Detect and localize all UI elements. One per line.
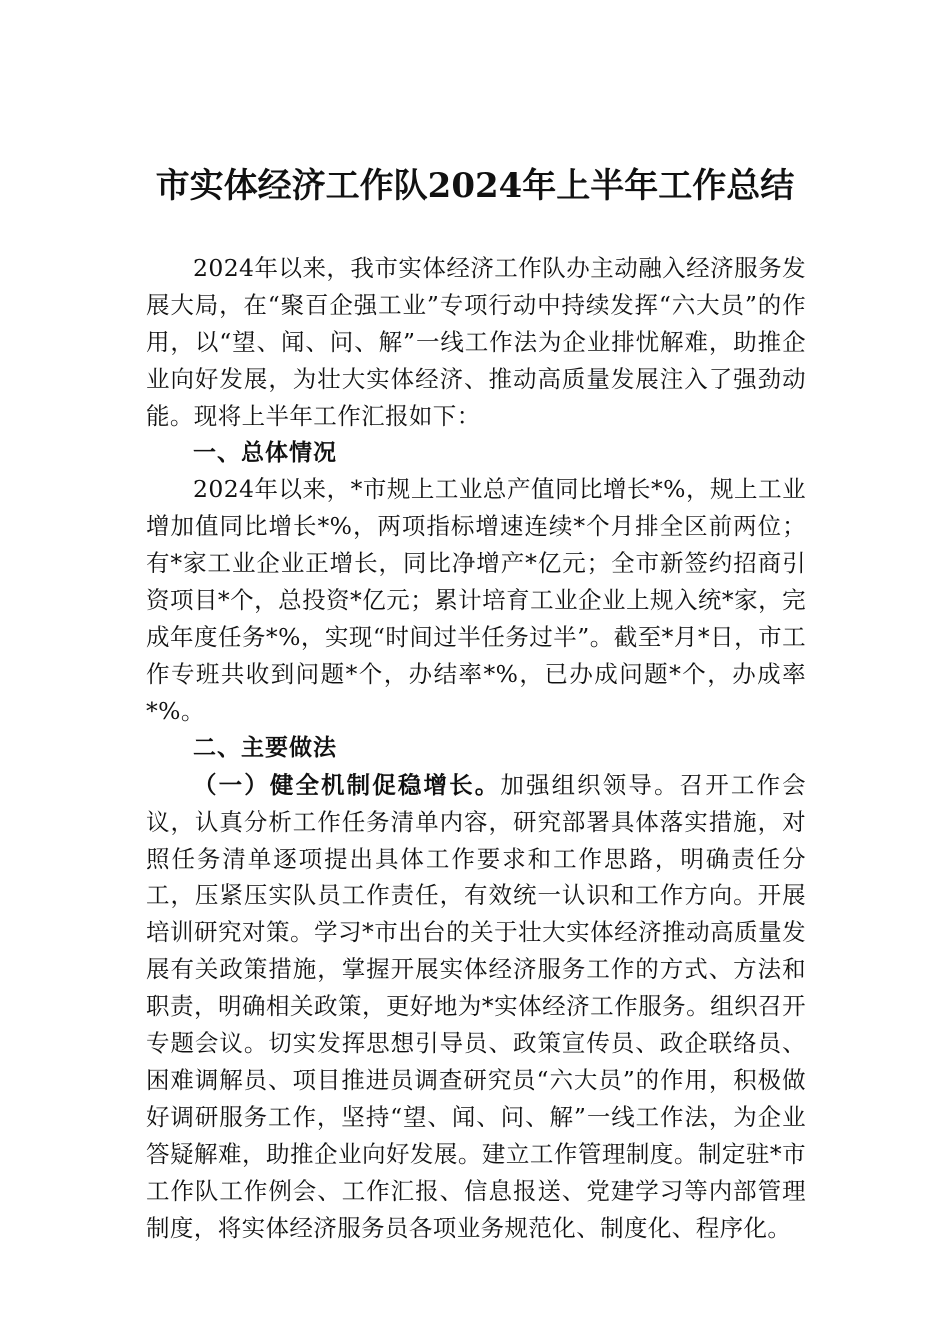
practices-paragraph bbox=[146, 767, 806, 1247]
subsection-text: 加强组织领导。召开工作会议，认真分析工作任务清单内容，研究部署具体落实措施，对照任务清单逐项提出具体工作要求和工作思路，明确责任分工，压紧压实队员工作责任，有效统一认识和工作方向。开展培训研究对策。学习*市出台的关于壮大实体经济推动高质量发展有关政策措施，掌握开展实体经济服务工作的方式、方法和职责，明确相关政策，更好地为*实体经济工作服务。组织召开专题会议。切实发挥思想引导员、政策宣传员、政企联络员、困难调解员、项目推进员调查研究员“六大员”的作用，积极做好调研服务工作，坚持“望、闻、问、解”一线工作法，为企业答疑解难，助推企业向好发展。建立工作管理制度。制定驻*市工作队工作例会、工作汇报、信息报送、党建学习等内部管理制度，将实体经济服务员各项业务规范化、制度化、程序化。 bbox=[146, 770, 806, 1242]
document-title: 市实体经济工作队2024年上半年工作总结 bbox=[155, 166, 795, 206]
document-body bbox=[146, 250, 806, 1246]
intro-paragraph: 2024年以来，我市实体经济工作队办主动融入经济服务发展大局，在“聚百企强工业”专项行动中持续发挥“六大员”的作用，以“望、闻、问、解”一线工作法为企业排忧解难，助推企业向好发展，为壮大实体经济、推动高质量发展注入了强劲动能。现将上半年工作汇报如下： bbox=[146, 254, 806, 430]
overview-paragraph: 2024年以来，*市规上工业总产值同比增长*%，规上工业增加值同比增长*%，两项指标增速连续*个月排全区前两位；有*家工业企业正增长，同比净增产*亿元；全市新签约招商引资项目*个，总投资*亿元；累计培育工业企业上规入统*家，完成年度任务*%，实现“时间过半任务过半”。截至*月*日，市工作专班共收到问题*个，办结率*%，已办成问题*个，办成率*%。 bbox=[146, 475, 806, 725]
section-heading-overview: 一、总体情况 bbox=[193, 439, 337, 466]
subsection-lead: （一）健全机制促稳增长。 bbox=[193, 770, 501, 799]
section-heading-practices: 二、主要做法 bbox=[193, 734, 337, 761]
